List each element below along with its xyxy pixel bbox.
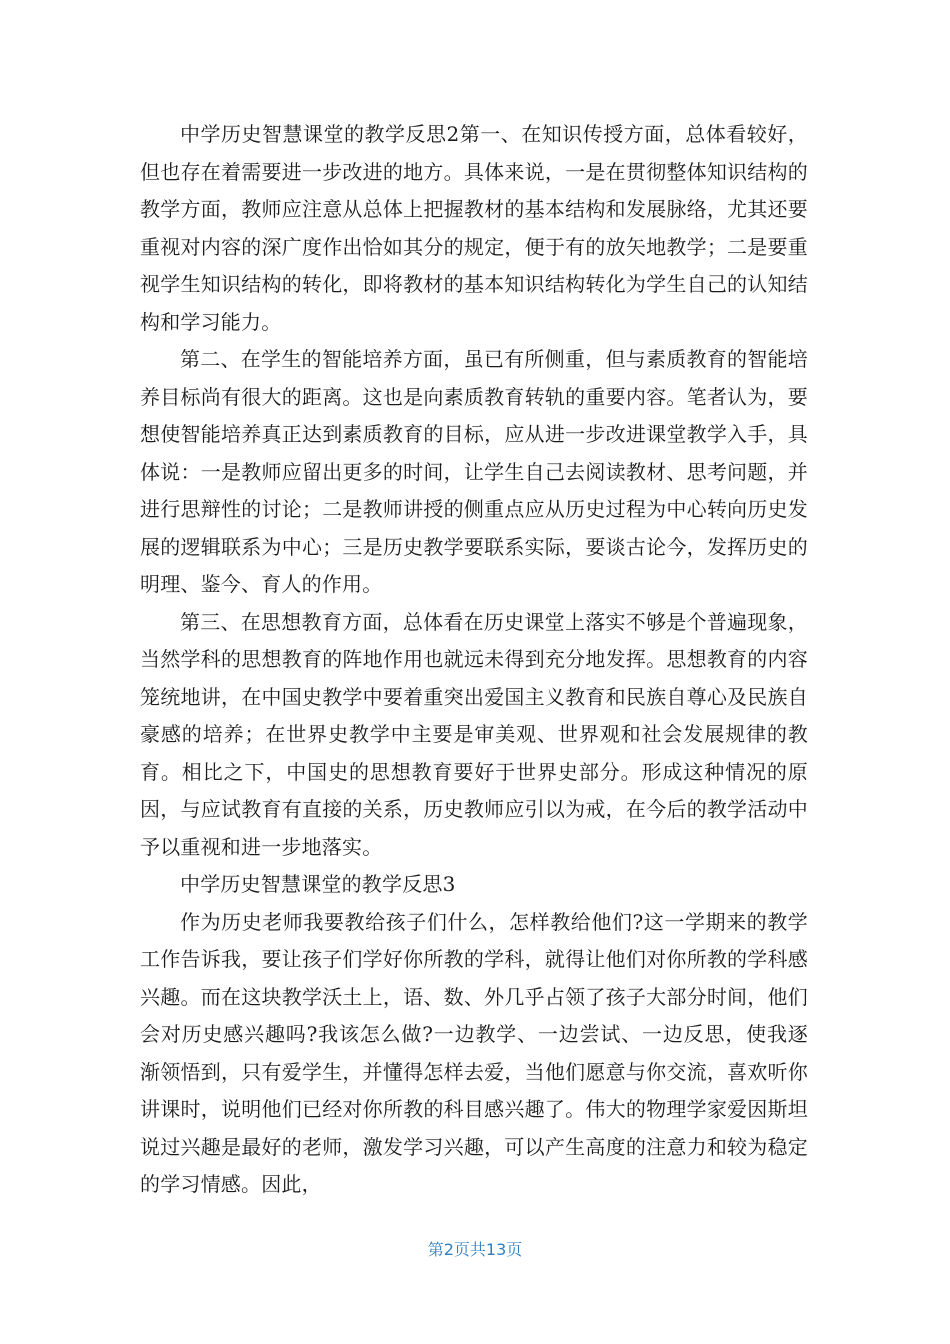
section-heading: 中学历史智慧课堂的教学反思3 [180, 872, 456, 896]
paragraph-3: 第三、在思想教育方面，总体看在历史课堂上落实不够是个普遍现象，当然学科的思想教育的阵地作用也就远未得到充分地发挥。思想教育的内容笼统地讲，在中国史教学中要着重突出爱国主义教育和民族自尊心及民族自豪感的培养；在世界史教学中主要是审美观、世界观和社会发展规律的教育。相比之下，中国史的思想教育要好于世界史部分。形成这种情况的原因，与应试教育有直接的关系，历史教师应引以为戒，在今后的教学活动中予以重视和进一步地落实。 [140, 609, 808, 859]
paragraph-4: 作为历史老师我要教给孩子们什么，怎样教给他们?这一学期来的教学工作告诉我，要让孩子们学好你所教的学科，就得让他们对你所教的学科感兴趣。而在这块教学沃土上，语、数、外几乎占领了孩子大部分时间，他们会对历史感兴趣吗?我该怎么做?一边教学、一边尝试、一边反思，使我逐渐领悟到，只有爱学生，并懂得怎样去爱，当他们愿意与你交流，喜欢听你讲课时，说明他们已经对你所教的科目感兴趣了。伟大的物理学家爱因斯坦说过兴趣是最好的老师，激发学习兴趣，可以产生高度的注意力和较为稳定的学习情感。因此， [140, 909, 808, 1196]
page-footer: 第2页共13页 [427, 1240, 523, 1259]
paragraph-2: 第二、在学生的智能培养方面，虽已有所侧重，但与素质教育的智能培养目标尚有很大的距离。这也是向素质教育转轨的重要内容。笔者认为，要想使智能培养真正达到素质教育的目标，应从进一步改进课堂教学入手，具体说：一是教师应留出更多的时间，让学生自己去阅读教材、思考问题，并进行思辩性的讨论；二是教师讲授的侧重点应从历史过程为中心转向历史发展的逻辑联系为中心；三是历史教学要联系实际，要谈古论今，发挥历史的明理、鉴今、育人的作用。 [140, 347, 808, 596]
document-body [140, 116, 808, 1204]
paragraph-1: 中学历史智慧课堂的教学反思2第一、在知识传授方面，总体看较好，但也存在着需要进一步改进的地方。具体来说，一是在贯彻整体知识结构的教学方面，教师应注意从总体上把握教材的基本结构和发展脉络，尤其还要重视对内容的深广度作出恰如其分的规定，便于有的放矢地教学；二是要重视学生知识结构的转化，即将教材的基本知识结构转化为学生自己的认知结构和学习能力。 [140, 122, 808, 334]
